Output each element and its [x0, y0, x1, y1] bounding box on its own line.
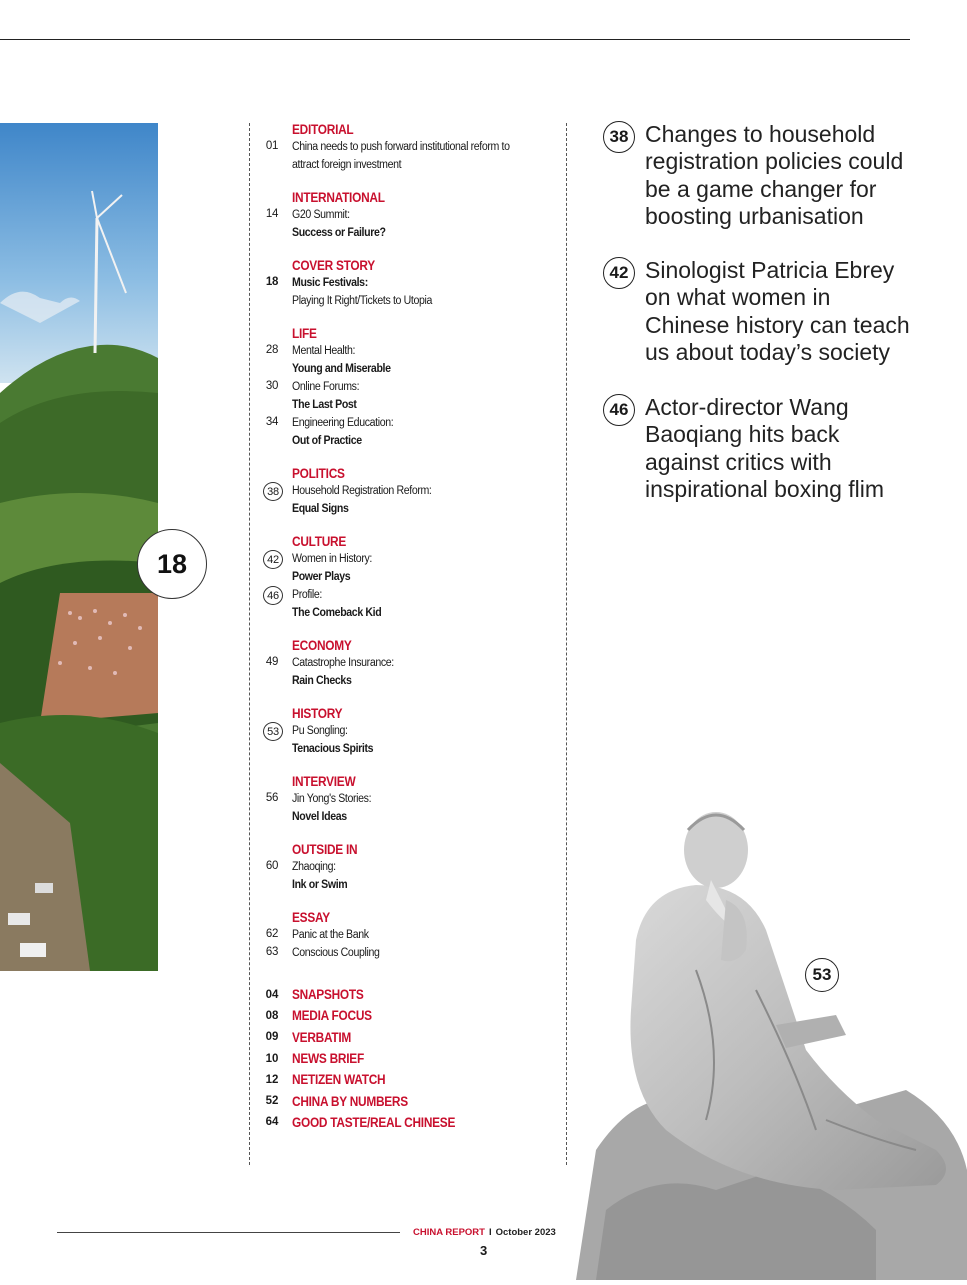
entry-headline: The Comeback Kid	[292, 607, 382, 619]
section-title: INTERVIEW	[292, 774, 356, 789]
highlight-text: Changes to household registration policies could be a game changer for boosting urbanisation	[645, 121, 904, 229]
feature-label: NEWS BRIEF	[292, 1051, 364, 1067]
highlight-page-circle: 42	[603, 257, 635, 289]
entry-page: 18	[265, 276, 279, 288]
section-title: OUTSIDE IN	[292, 842, 358, 857]
section-title: POLITICS	[292, 466, 345, 481]
feature-page: 12	[265, 1073, 279, 1086]
feature-item[interactable]	[258, 1069, 558, 1090]
toc-entry[interactable]	[258, 926, 558, 944]
divider-right	[566, 123, 567, 1165]
entry-headline: Equal Signs	[292, 503, 349, 515]
entry-topic: Conscious Coupling	[292, 947, 380, 959]
page-number: 3	[480, 1243, 488, 1258]
toc-entry[interactable]	[258, 944, 558, 962]
entry-headline: Tenacious Spirits	[292, 743, 374, 755]
entry-topic: Panic at the Bank	[292, 929, 369, 941]
toc-entry[interactable]	[258, 858, 558, 894]
section-title: CULTURE	[292, 534, 347, 549]
entry-page: 14	[265, 208, 279, 220]
section-outside-in	[258, 841, 558, 894]
entry-page: 34	[265, 416, 279, 428]
publication-name: CHINA REPORT	[413, 1227, 485, 1238]
feature-page: 04	[265, 988, 279, 1001]
entry-headline: Novel Ideas	[292, 811, 347, 823]
toc-entry[interactable]	[258, 378, 558, 414]
table-of-contents	[258, 121, 558, 1133]
highlight-item[interactable]	[603, 394, 943, 503]
feature-label: GOOD TASTE/REAL CHINESE	[292, 1114, 456, 1130]
entry-page: 53	[258, 722, 286, 741]
section-title: LIFE	[292, 326, 317, 341]
entry-page: 56	[265, 792, 279, 804]
footer	[413, 1227, 556, 1238]
feature-item[interactable]	[258, 1048, 558, 1069]
highlight-text: Sinologist Patricia Ebrey on what women in Chinese history can teach us about today’s society	[645, 257, 910, 365]
section-economy	[258, 637, 558, 690]
section-interview	[258, 773, 558, 826]
toc-entry[interactable]	[258, 550, 558, 586]
feature-item[interactable]	[258, 984, 558, 1005]
photo-page-circle: 18	[137, 529, 207, 599]
highlight-page-circle: 38	[603, 121, 635, 153]
toc-entry[interactable]	[258, 138, 558, 174]
highlight-text: Actor-director Wang Baoqiang hits back against critics with inspirational boxing flim	[645, 394, 885, 502]
entry-topic: Music Festivals:	[292, 277, 368, 289]
section-international	[258, 189, 558, 242]
entry-topic: Catastrophe Insurance:	[292, 657, 394, 669]
entry-headline: Power Plays	[292, 571, 351, 583]
section-life	[258, 325, 558, 450]
festival-photo	[0, 123, 158, 971]
toc-entry[interactable]	[258, 482, 558, 518]
entry-page: 38	[258, 482, 286, 501]
feature-item[interactable]	[258, 1090, 558, 1111]
feature-label: VERBATIM	[292, 1029, 352, 1045]
toc-entry[interactable]	[258, 414, 558, 450]
section-politics	[258, 465, 558, 518]
section-title: HISTORY	[292, 706, 343, 721]
footer-rule	[57, 1232, 400, 1233]
entry-page: 42	[258, 550, 286, 569]
entry-page: 28	[265, 344, 279, 356]
feature-label: NETIZEN WATCH	[292, 1072, 386, 1088]
entry-page: 46	[258, 586, 286, 605]
entry-topic: Mental Health:	[292, 345, 356, 357]
feature-page: 09	[265, 1031, 279, 1044]
entry-topic: Engineering Education:	[292, 417, 394, 429]
entry-headline: Young and Miserable	[292, 363, 391, 375]
entry-page: 49	[265, 656, 279, 668]
feature-label: SNAPSHOTS	[292, 987, 364, 1003]
highlight-item[interactable]	[603, 121, 943, 230]
feature-item[interactable]	[258, 1005, 558, 1026]
entry-headline: Playing It Right/Tickets to Utopia	[292, 295, 432, 307]
feature-page: 08	[265, 1009, 279, 1022]
feature-page: 64	[265, 1116, 279, 1129]
feature-item[interactable]	[258, 1027, 558, 1048]
section-culture	[258, 533, 558, 622]
entry-headline: The Last Post	[292, 399, 357, 411]
toc-entry[interactable]	[258, 586, 558, 622]
highlight-page-circle: 46	[603, 394, 635, 426]
section-editorial	[258, 121, 558, 174]
entry-page: 62	[265, 928, 279, 940]
feature-page: 10	[265, 1052, 279, 1065]
entry-topic: Zhaoqing:	[292, 861, 336, 873]
entry-headline: Rain Checks	[292, 675, 352, 687]
divider-left	[249, 123, 250, 1165]
entry-topic: G20 Summit:	[292, 209, 350, 221]
entry-topic: Women in History:	[292, 553, 372, 565]
toc-entry[interactable]	[258, 274, 558, 310]
entry-page: 60	[265, 860, 279, 872]
footer-separator: I	[488, 1227, 492, 1238]
section-title: EDITORIAL	[292, 122, 354, 137]
entry-topic: Household Registration Reform:	[292, 485, 432, 497]
section-cover-story	[258, 257, 558, 310]
section-title: INTERNATIONAL	[292, 190, 385, 205]
section-title: ECONOMY	[292, 638, 352, 653]
toc-entry[interactable]	[258, 206, 558, 242]
feature-page: 52	[265, 1095, 279, 1108]
entry-topic: Pu Songling:	[292, 725, 348, 737]
statue-page-circle: 53	[805, 958, 839, 992]
statue-image	[576, 790, 967, 1280]
section-essay	[258, 909, 558, 962]
feature-label: MEDIA FOCUS	[292, 1008, 372, 1024]
entry-topic: Jin Yong's Stories:	[292, 793, 372, 805]
entry-headline: Out of Practice	[292, 435, 362, 447]
toc-entry[interactable]	[258, 790, 558, 826]
highlight-item[interactable]	[603, 257, 943, 366]
toc-entry[interactable]	[258, 654, 558, 690]
toc-entry[interactable]	[258, 722, 558, 758]
feature-item[interactable]	[258, 1112, 558, 1133]
top-rule	[0, 39, 910, 40]
toc-entry[interactable]	[258, 342, 558, 378]
entry-page: 30	[265, 380, 279, 392]
entry-headline: Ink or Swim	[292, 879, 348, 891]
issue-date: October 2023	[495, 1227, 556, 1238]
section-history	[258, 705, 558, 758]
entry-page: 01	[265, 140, 279, 152]
entry-headline: Success or Failure?	[292, 227, 386, 239]
entry-text: China needs to push forward institutional reform to attract foreign investment	[292, 141, 510, 171]
entry-topic: Profile:	[292, 589, 322, 601]
section-title: ESSAY	[292, 910, 330, 925]
entry-topic: Online Forums:	[292, 381, 360, 393]
feature-label: CHINA BY NUMBERS	[292, 1093, 408, 1109]
entry-page: 63	[265, 946, 279, 958]
section-title: COVER STORY	[292, 258, 375, 273]
regular-features	[258, 984, 558, 1133]
